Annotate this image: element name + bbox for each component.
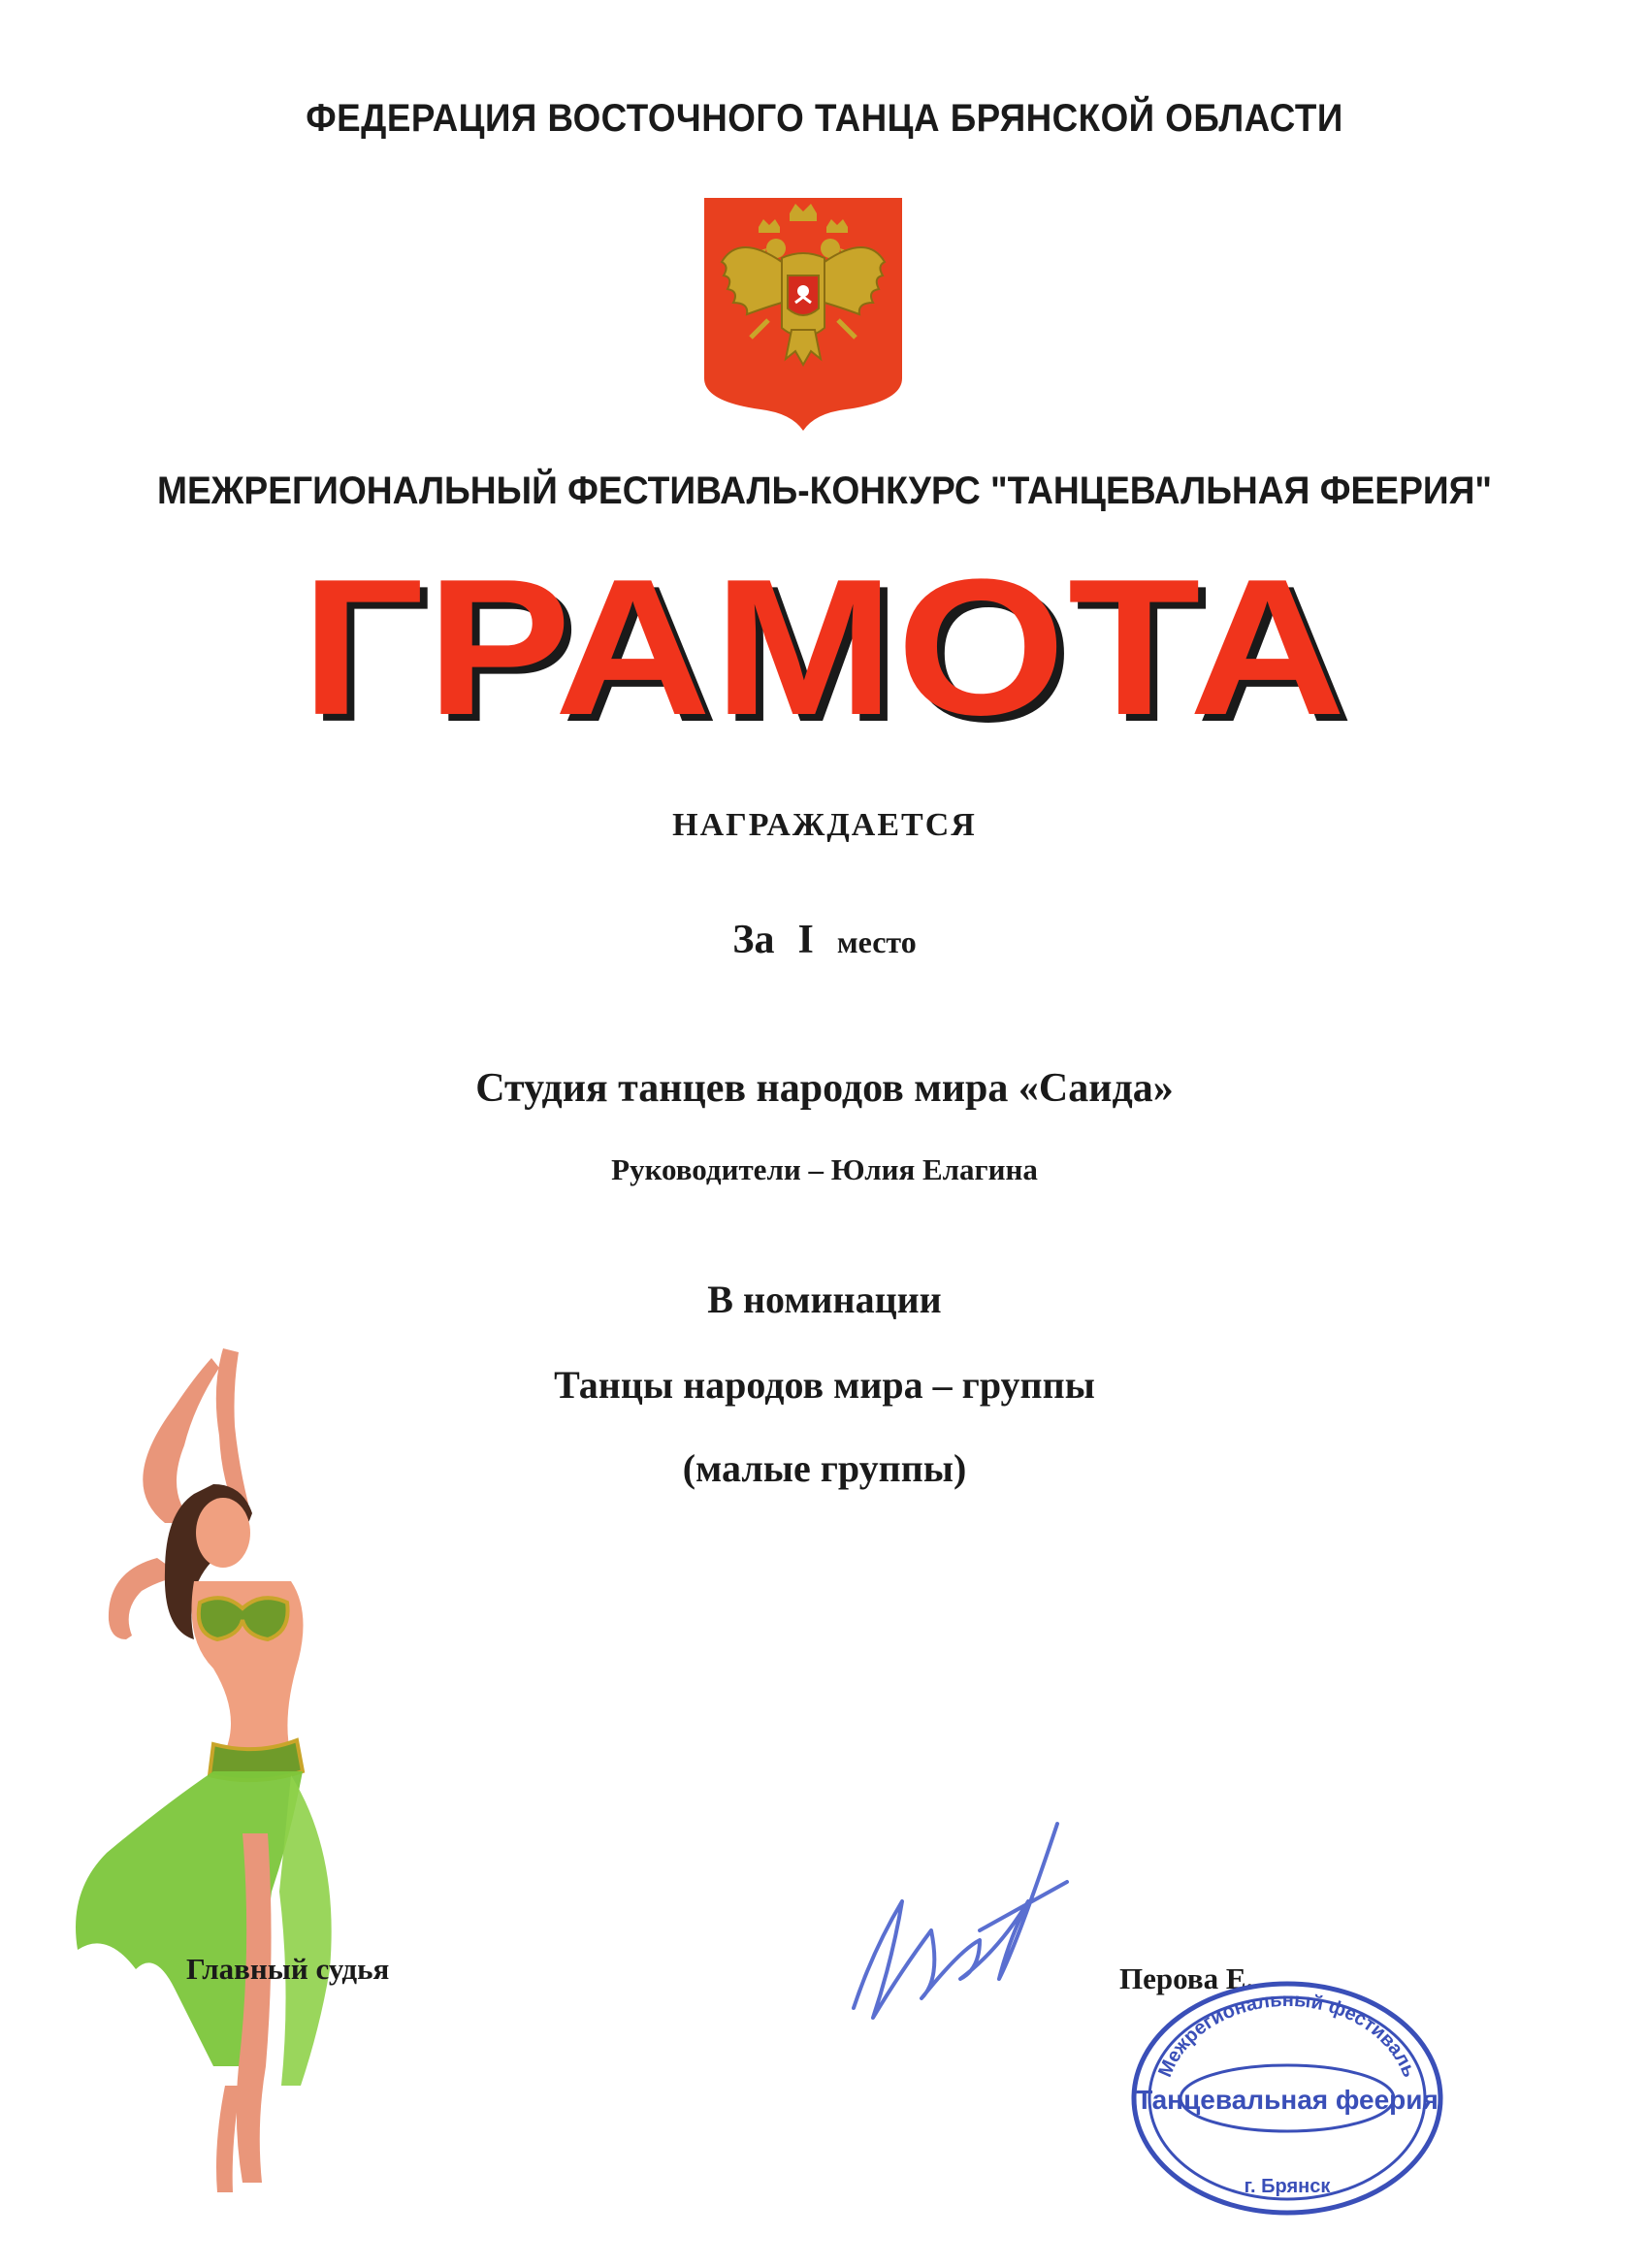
certificate-title: ГРАМОТА — [301, 539, 1348, 756]
place-line — [0, 917, 1649, 963]
chief-judge-label: Главный судья — [186, 1952, 390, 1986]
festival-stamp — [1127, 1977, 1447, 2219]
handwritten-signature — [834, 1785, 1086, 2027]
federation-heading: ФЕДЕРАЦИЯ ВОСТОЧНОГО ТАНЦА БРЯНСКОЙ ОБЛАСТИ — [306, 97, 1343, 140]
recipient-name: Студия танцев народов мира «Саида» — [475, 1066, 1174, 1111]
place-suffix: место — [836, 924, 917, 959]
nomination-name: Танцы народов мира – группы — [554, 1363, 1095, 1407]
place-prefix: За — [732, 918, 775, 962]
stamp-bottom-text: г. Брянск — [1244, 2176, 1331, 2197]
svg-text:Межрегиональный фестиваль — [1154, 1990, 1420, 2081]
belly-dancer-image — [48, 1348, 417, 2202]
place-value: I — [797, 918, 814, 962]
stamp-center-text: Танцевальная феерия — [1136, 2085, 1439, 2115]
chief-judge-name: Перова Е. — [1119, 1961, 1254, 1995]
festival-heading: МЕЖРЕГИОНАЛЬНЫЙ ФЕСТИВАЛЬ-КОНКУРС "ТАНЦЕВАЛЬНАЯ ФЕЕРИЯ" — [156, 470, 1493, 512]
recipient-leaders: Руководители – Юлия Елагина — [611, 1152, 1038, 1186]
awarded-label: НАГРАЖДАЕТСЯ — [672, 807, 977, 843]
nomination-label: В номинации — [707, 1278, 942, 1321]
stamp-top-text: Межрегиональный фестиваль — [1154, 1989, 1420, 2081]
coat-of-arms-icon — [700, 194, 906, 431]
nomination-subgroup: (малые группы) — [682, 1446, 967, 1490]
